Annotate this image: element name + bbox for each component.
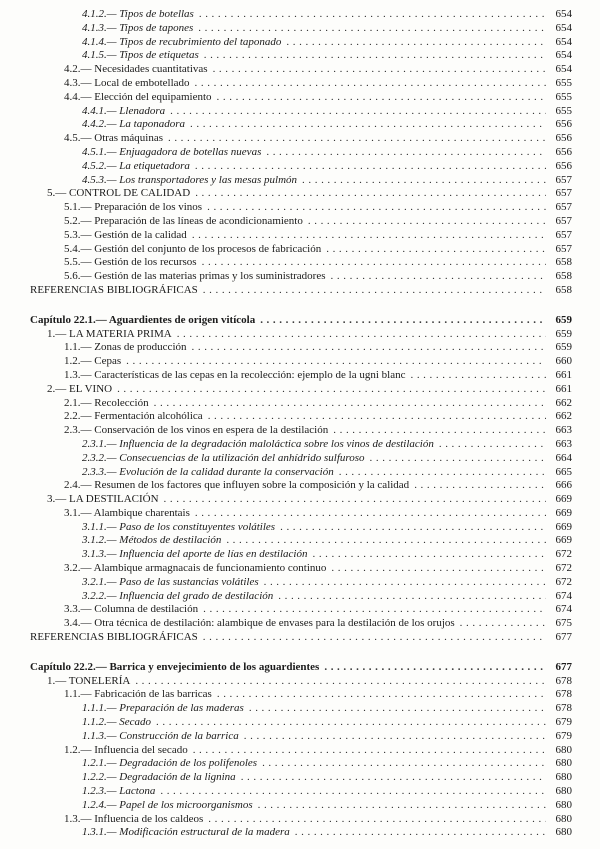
toc-entry-title: 2.2.— Fermentación alcohólica [64,410,203,423]
toc-entry [30,466,572,480]
dot-leader [172,328,546,342]
toc-entry [30,438,572,452]
toc-entry-title: 5.3.— Gestión de la calidad [64,228,187,241]
toc-entry [30,730,572,744]
dot-leader [151,716,546,730]
toc-entry-page: 666 [555,479,572,492]
toc-entry [30,617,572,631]
toc-entry-title: 3.2.— Alambique armagnacais de funcionamiento continuo [64,562,327,575]
toc-entry-title: 2.— EL VINO [47,382,113,395]
toc-entry [30,328,572,342]
dot-leader [273,590,546,604]
toc-entry [30,49,572,63]
toc-entry [30,355,572,369]
toc-entry-title: 4.4.1.— Llenadora [82,104,166,117]
toc-entry-title: 2.3.3.— Evolución de la calidad durante la conservación [82,465,334,478]
toc-entry-page: 657 [555,242,572,255]
toc-entry [30,688,572,702]
dot-leader [159,493,546,507]
toc-entry [30,201,572,215]
toc-entry-title: 1.3.— Influencia de los caldeos [64,812,204,825]
toc-entry-title: 4.5.— Otras máquinas [64,132,163,145]
toc-entry-page: 672 [555,548,572,561]
toc-entry [30,799,572,813]
toc-entry-title: 3.1.2.— Métodos de destilación [82,534,222,547]
toc-entry-page: 654 [555,49,572,62]
toc-entry [30,675,572,689]
toc-entry [30,270,572,284]
toc-entry [30,562,572,576]
toc-entry-title: 4.5.2.— La etiquetadora [82,159,190,172]
dot-leader [198,631,546,645]
dot-leader [297,174,546,188]
toc-entry [30,105,572,119]
dot-leader [155,785,546,799]
dot-leader [253,799,546,813]
dot-leader [165,105,546,119]
toc-entry-title: 3.1.3.— Influencia del aporte de lías en destilación [82,548,308,561]
toc-entry-page: 678 [555,674,572,687]
toc-entry [30,369,572,383]
dot-leader [202,201,546,215]
dot-leader [259,576,546,590]
toc-entry-title: 2.3.1.— Influencia de la degradación maloláctica sobre los vinos de destilación [82,437,434,450]
toc-entry-page: 656 [555,145,572,158]
toc-entry [30,160,572,174]
dot-leader [409,479,546,493]
toc-entry-page: 654 [555,8,572,20]
toc-entry [30,383,572,397]
dot-leader [434,438,546,452]
toc-entry-page: 679 [555,729,572,742]
toc-entry [30,534,572,548]
toc-entry-title: 4.5.3.— Los transportadores y las mesas pulmón [82,173,298,186]
dot-leader [130,675,546,689]
table-of-contents [30,8,572,840]
toc-entry [30,132,572,146]
toc-entry-title: 2.3.2.— Consecuencias de la utilización del anhídrido sulfuroso [82,451,365,464]
toc-entry-title: 5.— CONTROL DE CALIDAD [47,187,191,200]
toc-entry-page: 656 [555,132,572,145]
toc-entry-title: 1.1.— Fabricación de las barricas [64,688,212,701]
toc-entry-page: 680 [555,785,572,798]
toc-entry [30,603,572,617]
toc-entry-title: 4.1.5.— Tipos de etiquetas [82,49,199,62]
toc-entry-title: 4.4.— Elección del equipamiento [64,90,212,103]
toc-entry-title: 3.1.— Alambique charentais [64,506,190,519]
dot-leader [187,229,546,243]
dot-leader [405,369,546,383]
toc-entry-title: 5.5.— Gestión de los recursos [64,256,197,269]
toc-entry-title: 1.2.2.— Degradación de la lignina [82,771,236,784]
toc-entry [30,826,572,840]
toc-entry [30,77,572,91]
toc-entry-title: 4.1.3.— Tipos de tapones [82,21,194,34]
toc-entry [30,187,572,201]
toc-entry [30,256,572,270]
toc-entry-page: 654 [555,63,572,76]
toc-entry [30,813,572,827]
toc-entry-page: 655 [555,90,572,103]
dot-leader [244,702,546,716]
dot-leader [334,466,546,480]
dot-leader [163,132,546,146]
dot-leader [194,8,546,22]
toc-entry [30,507,572,521]
toc-entry-title: 4.3.— Local de embotellado [64,76,190,89]
dot-leader [261,146,546,160]
toc-entry [30,716,572,730]
toc-entry-page: 661 [555,368,572,381]
dot-leader [326,270,546,284]
dot-leader [328,424,546,438]
toc-entry-page: 657 [555,228,572,241]
toc-entry [30,631,572,645]
dot-leader [307,548,546,562]
toc-entry-page: 658 [555,283,572,296]
dot-leader [121,355,546,369]
toc-entry-title: 1.1.3.— Construcción de la barrica [82,729,239,742]
toc-entry-page: 680 [555,798,572,811]
toc-entry-title: 4.4.2.— La taponadora [82,118,185,131]
dot-leader [290,826,546,840]
toc-entry-page: 672 [555,562,572,575]
toc-entry [30,548,572,562]
toc-entry [30,243,572,257]
toc-entry-page: 662 [555,396,572,409]
toc-entry-page: 680 [555,743,572,756]
toc-entry-page: 669 [555,506,572,519]
toc-entry-page: 659 [555,313,572,326]
dot-leader [212,688,546,702]
toc-entry-page: 677 [555,631,572,644]
toc-entry-page: 663 [555,424,572,437]
toc-entry [30,452,572,466]
toc-entry [30,314,572,328]
toc-entry [30,410,572,424]
toc-entry [30,284,572,298]
toc-entry-page: 674 [555,589,572,602]
toc-entry-page: 679 [555,716,572,729]
toc-entry-page: 665 [555,465,572,478]
toc-entry-page: 654 [555,21,572,34]
toc-entry-title: 1.1.2.— Secado [82,716,152,729]
dot-leader [198,284,546,298]
toc-entry [30,576,572,590]
dot-leader [190,507,546,521]
dot-leader [303,215,546,229]
toc-entry-title: 5.2.— Preparación de las líneas de acondicionamiento [64,214,303,227]
toc-entry-title: Capítulo 22.2.— Barrica y envejecimiento de los aguardientes [30,660,320,673]
dot-leader [197,256,546,270]
toc-entry-title: 5.4.— Gestión del conjunto de los procesos de fabricación [64,242,322,255]
toc-entry-page: 674 [555,603,572,616]
toc-entry [30,521,572,535]
toc-entry [30,757,572,771]
toc-entry-page: 680 [555,826,572,839]
toc-entry-page: 657 [555,201,572,214]
toc-entry [30,785,572,799]
dot-leader [193,22,546,36]
toc-entry-title: 5.1.— Preparación de los vinos [64,201,203,214]
toc-entry [30,146,572,160]
toc-entry-title: 3.2.2.— Influencia del grado de destilación [82,589,274,602]
toc-entry [30,63,572,77]
dot-leader [321,243,546,257]
toc-entry-title: 1.— LA MATERIA PRIMA [47,327,172,340]
toc-entry-page: 659 [555,327,572,340]
dot-leader [188,744,546,758]
toc-entry [30,341,572,355]
dot-leader [255,314,546,328]
toc-entry-page: 678 [555,688,572,701]
toc-entry-page: 660 [555,355,572,368]
dot-leader [212,91,546,105]
toc-entry-page: 669 [555,520,572,533]
dot-leader [185,118,546,132]
toc-entry-title: 3.— LA DESTILACIÓN [47,493,159,506]
toc-entry-page: 675 [555,617,572,630]
dot-leader [149,397,546,411]
toc-entry [30,397,572,411]
dot-leader [319,661,546,675]
dot-leader [203,410,546,424]
toc-entry-page: 655 [555,76,572,89]
toc-entry-title: REFERENCIAS BIBLIOGRÁFICAS [30,283,198,296]
dot-leader [112,383,546,397]
toc-entry-page: 654 [555,35,572,48]
toc-entry-title: 3.3.— Columna de destilación [64,603,199,616]
toc-entry-page: 663 [555,437,572,450]
toc-entry-page: 680 [555,757,572,770]
toc-entry-page: 659 [555,341,572,354]
toc-entry [30,8,572,22]
dot-leader [203,813,546,827]
dot-leader [257,757,546,771]
dot-leader [326,562,546,576]
toc-entry-page: 664 [555,451,572,464]
toc-entry [30,22,572,36]
dot-leader [190,160,546,174]
toc-entry-page: 680 [555,771,572,784]
toc-entry-title: 2.4.— Resumen de los factores que influyen sobre la composición y la calidad [64,479,410,492]
dot-leader [365,452,546,466]
toc-entry-title: 3.4.— Otra técnica de destilación: alambique de envases para la destilación de los orujos [64,617,455,630]
toc-entry [30,174,572,188]
toc-entry-title: 1.2.1.— Degradación de los polifenoles [82,757,258,770]
toc-entry-page: 672 [555,575,572,588]
dot-leader [281,36,546,50]
toc-entry-title: 1.2.— Cepas [64,355,122,368]
toc-entry-title: 1.— TONELERÍA [47,674,131,687]
toc-entry-page: 662 [555,410,572,423]
toc-entry [30,118,572,132]
dot-leader [236,771,546,785]
toc-entry [30,771,572,785]
toc-entry-title: 1.3.— Características de las cepas en la recolección: ejemplo de la ugni blanc [64,368,406,381]
toc-entry-page: 669 [555,493,572,506]
toc-entry-title: 2.1.— Recolección [64,396,149,409]
toc-entry-title: 1.1.— Zonas de producción [64,341,187,354]
toc-entry-title: Capítulo 22.1.— Aguardientes de origen vitícola [30,313,256,326]
toc-entry [30,36,572,50]
dot-leader [221,534,546,548]
dot-leader [187,341,547,355]
toc-entry-title: 1.2.— Influencia del secado [64,743,188,756]
toc-entry-title: 3.1.1.— Paso de los constituyentes volátiles [82,520,276,533]
toc-entry-page: 669 [555,534,572,547]
toc-entry [30,215,572,229]
toc-entry-title: 5.6.— Gestión de las materias primas y los suministradores [64,270,326,283]
toc-entry [30,493,572,507]
dot-leader [239,730,546,744]
toc-entry-page: 656 [555,118,572,131]
toc-entry-page: 656 [555,159,572,172]
toc-entry-title: 1.3.1.— Modificación estructural de la madera [82,826,290,839]
toc-entry-page: 657 [555,214,572,227]
toc-entry [30,590,572,604]
toc-entry-title: 2.3.— Conservación de los vinos en espera de la destilación [64,424,329,437]
toc-entry-title: 4.1.4.— Tipos de recubrimiento del taponado [82,35,282,48]
toc-entry [30,661,572,675]
dot-leader [275,521,546,535]
toc-entry-page: 657 [555,173,572,186]
toc-entry-page: 658 [555,270,572,283]
toc-entry [30,744,572,758]
dot-leader [455,617,546,631]
toc-entry-title: 1.1.1.— Preparación de las maderas [82,702,244,715]
toc-entry-page: 677 [555,660,572,673]
toc-entry [30,424,572,438]
toc-entry-title: 4.1.2.— Tipos de botellas [82,8,194,20]
toc-entry-page: 680 [555,812,572,825]
dot-leader [190,187,546,201]
toc-entry-page: 661 [555,382,572,395]
toc-entry-title: 4.2.— Necesidades cuantitativas [64,63,208,76]
toc-entry [30,702,572,716]
toc-entry [30,479,572,493]
toc-entry-title: REFERENCIAS BIBLIOGRÁFICAS [30,631,198,644]
toc-entry-page: 655 [555,104,572,117]
dot-leader [199,49,546,63]
toc-entry-title: 4.5.1.— Enjuagadora de botellas nuevas [82,145,262,158]
toc-entry [30,229,572,243]
dot-leader [198,603,546,617]
dot-leader [190,77,546,91]
toc-entry-title: 1.2.4.— Papel de los microorganismos [82,798,253,811]
toc-entry-title: 1.2.3.— Lactona [82,785,156,798]
toc-entry-page: 658 [555,256,572,269]
toc-entry-page: 657 [555,187,572,200]
toc-entry-title: 3.2.1.— Paso de las sustancias volátiles [82,575,259,588]
toc-entry [30,91,572,105]
dot-leader [208,63,546,77]
toc-entry-page: 678 [555,702,572,715]
